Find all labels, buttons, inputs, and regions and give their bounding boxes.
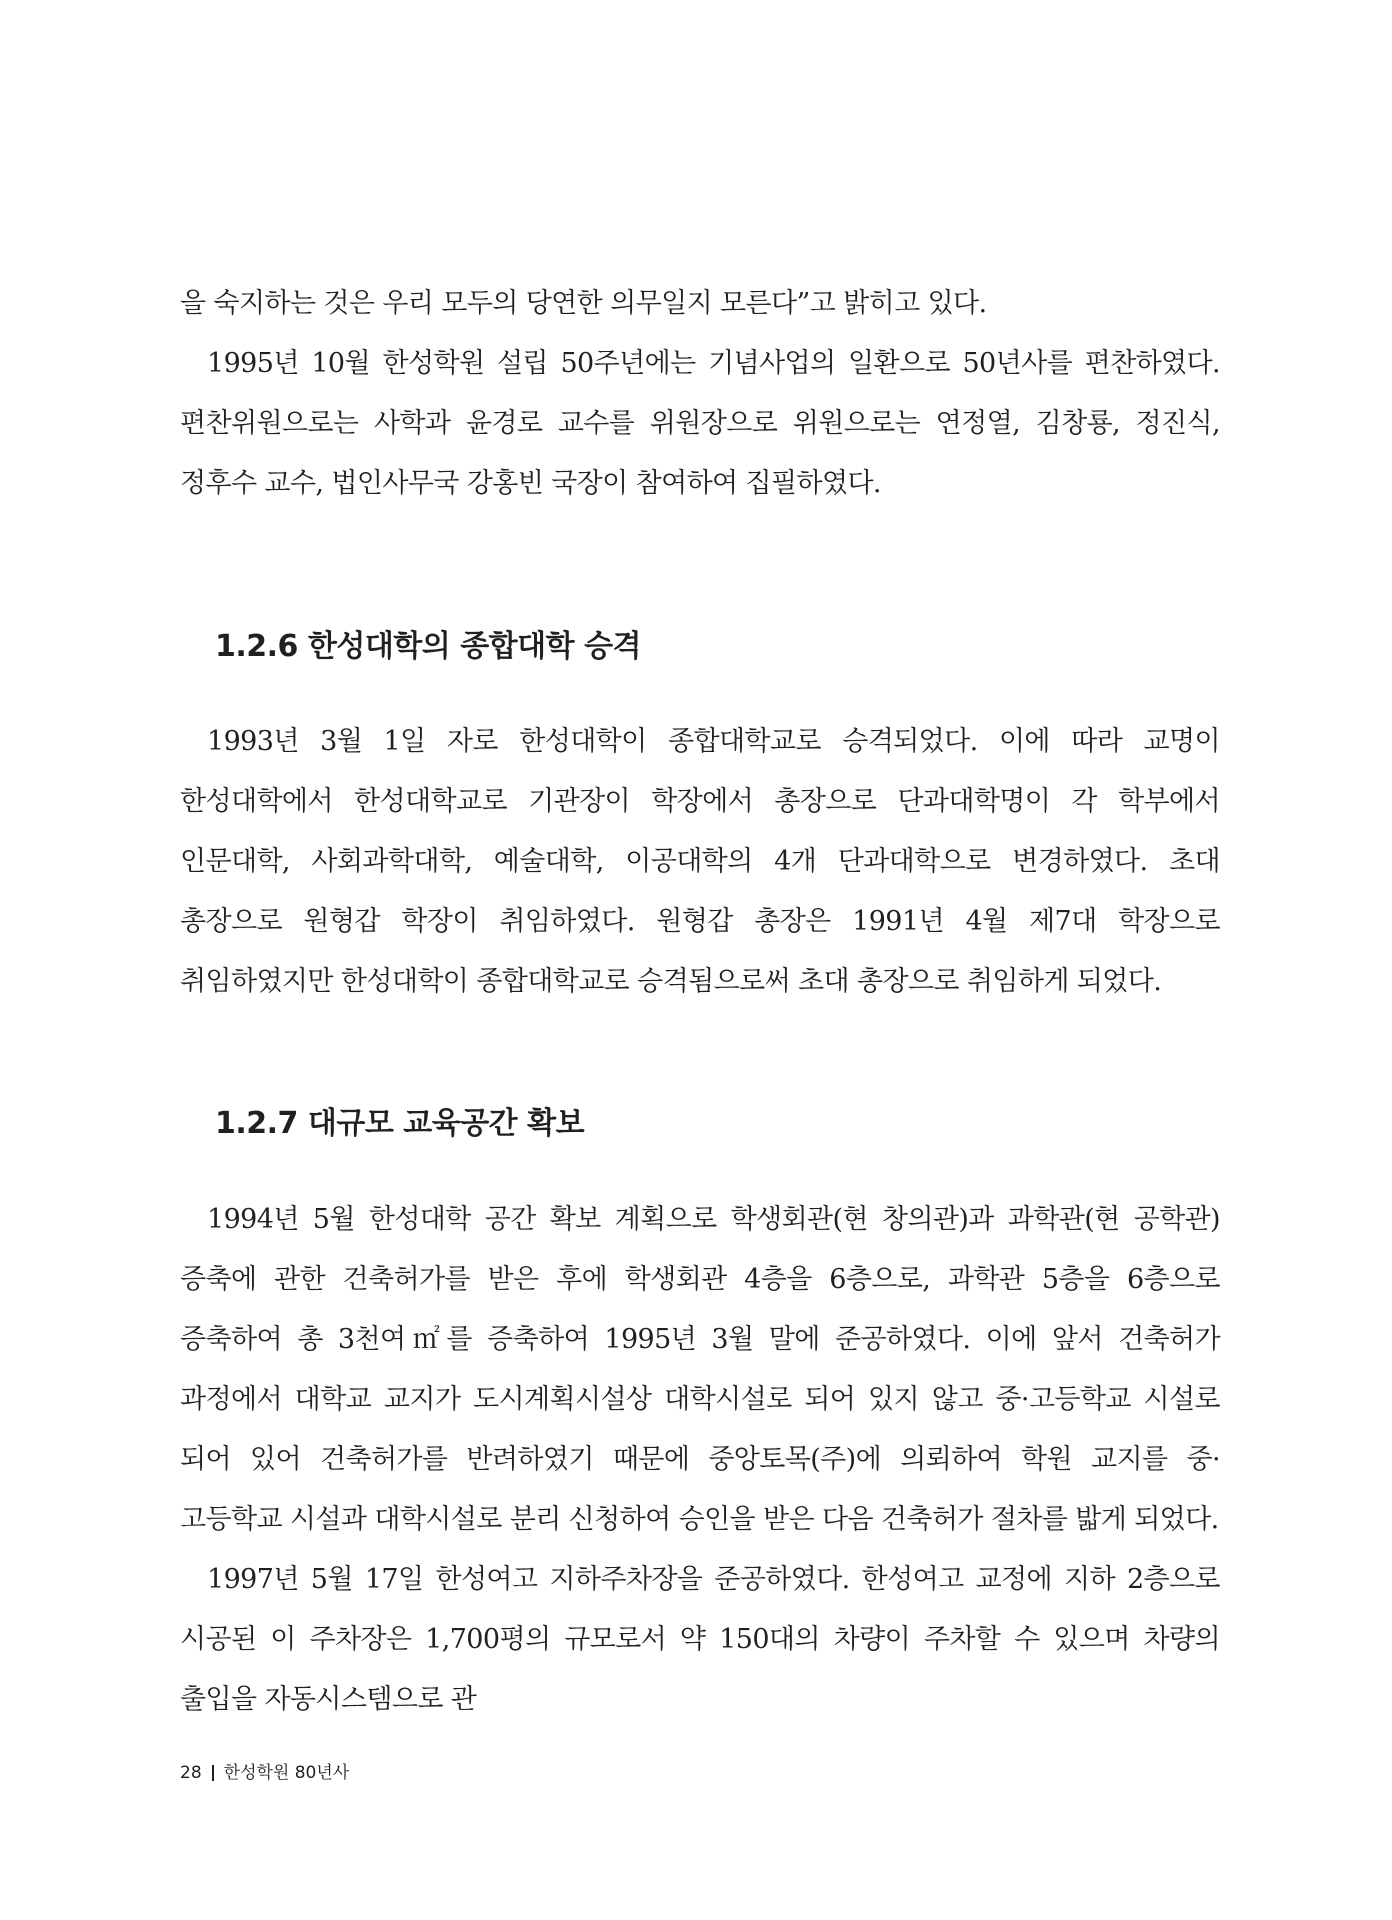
page-footer — [180, 1761, 349, 1785]
body-paragraph: 1993년 3월 1일 자로 한성대학이 종합대학교로 승격되었다. 이에 따라 교명이 한성대학에서 한성대학교로 기관장이 학장에서 총장으로 단과대학명이 각 학부에서 인문대학, 사회과학대학, 예술대학, 이공대학의 4개 단과대학으로 변경하였다. 초대 총장으로 원형갑 학장이 취임하였다. 원형갑 총장은 1991년 4월 제7대 학장으로 취임하였지만 한성대학이 종합대학교로 승격됨으로써 초대 총장으로 취임하게 되었다. — [180, 726, 1220, 997]
body-paragraph: 1994년 5월 한성대학 공간 확보 계획으로 학생회관(현 창의관)과 과학관(현 공학관) 증축에 관한 건축허가를 받은 후에 학생회관 4층을 6층으로, 과학관 5층을 6층으로 증축하여 총 3천여㎡를 증축하여 1995년 3월 말에 준공하였다. 이에 앞서 건축허가 과정에서 대학교 교지가 도시계획시설상 대학시설로 되어 있지 않고 중·고등학교 시설로 되어 있어 건축허가를 반려하였기 때문에 중앙토목(주)에 의뢰하여 학원 교지를 중·고등학교 시설과 대학시설로 분리 신청하여 승인을 받은 다음 건축허가 절차를 밟게 되었다. — [180, 1204, 1220, 1535]
book-title: 한성학원 80년사 — [223, 1763, 350, 1783]
section-heading: 1.2.6 한성대학의 종합대학 승격 — [215, 629, 642, 664]
section-126-text-block — [180, 712, 1220, 1012]
page-number: 28 — [180, 1763, 202, 1783]
body-paragraph: 1995년 10월 한성학원 설립 50주년에는 기념사업의 일환으로 50년사를 편찬하였다. 편찬위원으로는 사학과 윤경로 교수를 위원장으로 위원으로는 연정열, 김창룡, 정진식, 정후수 교수, 법인사무국 강홍빈 국장이 참여하여 집필하였다. — [180, 348, 1220, 499]
section-heading: 1.2.7 대규모 교육공간 확보 — [215, 1106, 585, 1141]
footer-divider — [212, 1765, 214, 1781]
section-127-text-block — [180, 1190, 1220, 1730]
intro-text-block — [180, 274, 1220, 514]
body-paragraph: 을 숙지하는 것은 우리 모두의 당연한 의무일지 모른다”고 밝히고 있다. — [180, 288, 987, 319]
body-paragraph: 1997년 5월 17일 한성여고 지하주차장을 준공하였다. 한성여고 교정에 지하 2층으로 시공된 이 주차장은 1,700평의 규모로서 약 150대의 차량이 주차할 수 있으며 차량의 출입을 자동시스템으로 관 — [180, 1564, 1220, 1715]
